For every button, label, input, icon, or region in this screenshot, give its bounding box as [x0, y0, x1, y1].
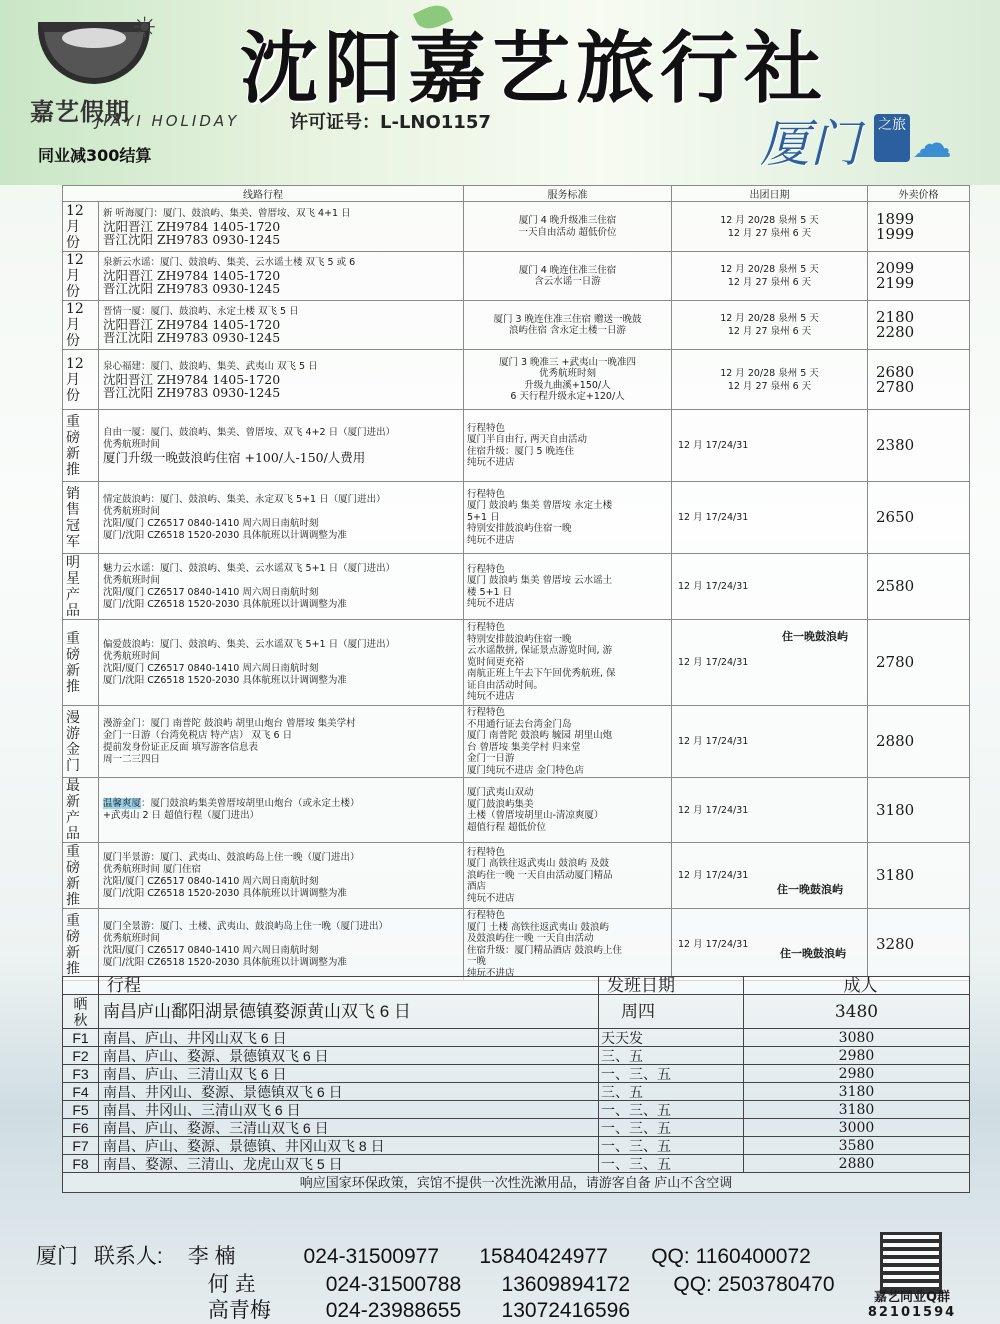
logo-cn: 嘉艺假期	[30, 98, 130, 126]
routes-table	[62, 185, 970, 981]
itinerary-price: 2980	[744, 1047, 970, 1065]
route-price: 2650	[868, 482, 970, 554]
route-price: 2380	[868, 410, 970, 482]
header-itinerary: 行程	[99, 977, 599, 995]
route-service: 行程特色 不用通行证去台湾金门岛 厦门 南普陀 鼓浪屿 毓园 胡里山炮 台 曾厝垵 集美学村 归来堂 金门一日游 厦门纯玩不进店 金门特色店	[464, 706, 672, 778]
itinerary-row	[63, 1083, 970, 1101]
route-service: 行程特色 特别安排鼓浪屿住宿一晚 云水谣散拼, 保证景点游览时间, 游 览时间更充裕 南航正班上午去下午回优秀航班, 保 证自由活动时间。 纯玩不进店	[464, 620, 672, 706]
itinerary-days: 一、三、五	[599, 1155, 744, 1173]
route-desc: 偏爱鼓浪屿：厦门、鼓浪屿、集美、云水谣双飞 5+1 日（厦门进出） 优秀航班时间 沈阳/厦门 CZ6517 0840-1410 周六周日南航时刻 厦门/沈阳 CZ6518 1520-2030 具体航班以计调调整为准	[103, 638, 396, 686]
route-row	[63, 778, 970, 843]
header-dates: 出团日期	[672, 186, 868, 202]
route-flights: 厦门升级一晚鼓浪屿住宿 +100/人-150/人费用	[103, 450, 366, 465]
route-desc: 泉心福建：厦门、鼓浪屿、集美、武夷山 双飞 5 日	[103, 360, 318, 372]
route-desc: 泉新云水谣：厦门、鼓浪屿、集美、云水谣土楼 双飞 5 或 6	[103, 257, 356, 268]
itinerary-price: 2880	[744, 1155, 970, 1173]
route-dates: 12 月 17/24/31	[678, 581, 749, 592]
route-flights: 沈阳晋江 ZH9784 1405-1720 晋江沈阳 ZH9783 0930-1245	[103, 317, 281, 345]
contact-city: 厦门	[36, 1245, 78, 1268]
route-category: 重 磅 新 推	[63, 410, 99, 482]
discount-note: 同业减300结算	[38, 146, 152, 165]
qr-group-name: 嘉艺同业Q群	[873, 1290, 951, 1305]
itinerary-row	[63, 1029, 970, 1047]
itinerary-days: 三、五	[599, 1047, 744, 1065]
header-price: 外卖价格	[868, 186, 970, 202]
itinerary-code: F1	[63, 1029, 99, 1047]
contact-qq-label: QQ:	[673, 1273, 712, 1296]
route-desc: 新 听海厦门：厦门、鼓浪屿、集美、曾厝垵、双飞 4+1 日	[103, 207, 351, 219]
itinerary-days: 一、三、五	[599, 1101, 744, 1119]
contact-phone2: 13609894172	[501, 1273, 631, 1296]
itinerary-row	[63, 1047, 970, 1065]
route-cell	[99, 909, 464, 981]
route-dates-cell	[672, 202, 868, 252]
license-number: 许可证号：L-LNO1157	[290, 112, 491, 133]
route-cell	[99, 706, 464, 778]
route-note: 住一晚鼓浪屿	[777, 883, 843, 896]
contact-qq-label: QQ:	[651, 1245, 690, 1268]
qr-label	[862, 1290, 962, 1320]
contact-phone1: 024-31500788	[325, 1273, 462, 1296]
route-row	[63, 202, 970, 252]
route-cell	[99, 350, 464, 410]
route-row	[63, 843, 970, 909]
route-dates: 12 月 17/24/31	[678, 736, 749, 747]
route-price: 3280	[868, 909, 970, 981]
route-category: 重 磅 新 推	[63, 620, 99, 706]
route-service: 厦门武夷山双动 厦门鼓浪屿集美 土楼（曾厝垵胡里山-清凉爽厦） 超值行程 超低价位	[464, 778, 672, 843]
itinerary-route: 南昌、庐山、三清山双飞 6 日	[99, 1065, 599, 1083]
route-cell	[99, 482, 464, 554]
itinerary-price: 3580	[744, 1137, 970, 1155]
route-row	[63, 301, 970, 350]
route-category: 12 月 份	[63, 252, 99, 301]
destination-title: 厦门	[760, 115, 860, 173]
route-price: 2180 2280	[868, 301, 970, 350]
logo-en: JIAYI HOLIDAY	[96, 112, 240, 130]
route-category: 销 售 冠 军	[63, 482, 99, 554]
header-departure: 发班日期	[599, 977, 744, 995]
itinerary-days: 一、三、五	[599, 1119, 744, 1137]
route-dates: 12 月 17/24/31	[678, 804, 749, 816]
qr-code-icon	[880, 1232, 942, 1294]
route-service: 厦门 4 晚连住准三住宿 含云水谣一日游	[464, 252, 672, 301]
route-dates-cell	[672, 778, 868, 843]
cloud-icon: ☁	[912, 121, 952, 167]
itinerary-days: 一、三、五	[599, 1065, 744, 1083]
route-dates: 12 月 20/28 泉州 5 天 12 月 27 泉州 6 天	[720, 313, 819, 337]
itinerary-route: 南昌、庐山、井冈山双飞 6 日	[99, 1029, 599, 1047]
contact-phone2: 15840424977	[479, 1245, 608, 1268]
route-desc: 情定鼓浪屿：厦门、鼓浪屿、集美、永定双飞 5+1 日（厦门进出） 优秀航班时间 沈阳/厦门 CZ6517 0840-1410 周六周日南航时刻 厦门/沈阳 CZ6518 1520-2030 具体航班以计调调整为准	[103, 493, 386, 541]
route-service: 厦门 3 晚准三 +武夷山一晚准四 优秀航班时刻 升级九曲溪+150/人 6 天行程升级永定+120/人	[464, 350, 672, 410]
route-cell	[99, 554, 464, 620]
route-service: 厦门 4 晚升级准三住宿 一天自由活动 超低价位	[464, 202, 672, 252]
contact-name: 李 楠	[187, 1245, 236, 1268]
itinerary-code: F8	[63, 1155, 99, 1173]
route-service: 行程特色 厦门 鼓浪屿 集美 曾厝垵 云水谣土 楼 5+1 日 纯玩不进店	[464, 554, 672, 620]
route-row	[63, 620, 970, 706]
agency-title: 沈阳嘉艺旅行社	[240, 24, 829, 114]
qr-group-number: 82101594	[867, 1305, 957, 1320]
itinerary-code: F6	[63, 1119, 99, 1137]
policy-row	[63, 1173, 970, 1193]
route-flights: 沈阳晋江 ZH9784 1405-1720 晋江沈阳 ZH9783 0930-1245	[103, 371, 281, 400]
route-row	[63, 252, 970, 301]
route-row	[63, 706, 970, 778]
itinerary-code: F3	[63, 1065, 99, 1083]
contact-qq: 1160400072	[695, 1245, 811, 1268]
route-cell	[99, 301, 464, 350]
jiangxi-table	[62, 976, 970, 1193]
contact-name: 何 垚	[207, 1273, 256, 1296]
route-category: 12 月 份	[63, 350, 99, 410]
route-category: 12 月 份	[63, 301, 99, 350]
contact-row-1	[36, 1240, 811, 1270]
itinerary-row	[63, 1065, 970, 1083]
route-cell	[99, 843, 464, 909]
itinerary-code: F5	[63, 1101, 99, 1119]
itinerary-route: 南昌、井冈山、婺源、景德镇双飞 6 日	[99, 1083, 599, 1101]
jiangxi-header-row	[63, 977, 970, 995]
route-desc: 魅力云水谣：厦门、鼓浪屿、集美、云水谣双飞 5+1 日（厦门进出） 优秀航班时间 沈阳/厦门 CZ6517 0840-1410 周六周日南航时刻 厦门/沈阳 CZ6518 1520-2030 具体航班以计调调整为准	[103, 562, 396, 610]
itinerary-price: 3180	[744, 1101, 970, 1119]
route-price: 3180	[868, 778, 970, 843]
route-dates: 12 月 20/28 泉州 5 天 12 月 27 泉州 6 天	[720, 214, 819, 239]
route-desc: ：厦门鼓浪屿集美曾厝垵胡里山炮台（或永定土楼） +武夷山 2 日 超值行程（厦门进出）	[103, 798, 360, 821]
route-row	[63, 350, 970, 410]
itinerary-row	[63, 1155, 970, 1173]
route-service: 行程特色 厦门 鼓浪屿 集美 曾厝垵 永定土楼 5+1 日 特别安排鼓浪屿住宿一晚 纯玩不进店	[464, 482, 672, 554]
route-service: 行程特色 厦门 高铁往返武夷山 鼓浪屿 及鼓 浪屿住一晚 一天自由活动厦门精品 酒店 纯玩不进店	[464, 843, 672, 909]
route-desc: 厦门全景游：厦门、土楼、武夷山、鼓浪屿岛上住一晚（厦门进出） 优秀航班时间 沈阳/厦门 CZ6517 0840-1410 周六周日南航时刻 厦门/沈阳 CZ6518 1520-2030 具体航班以计调调整为准	[103, 920, 389, 968]
route-cell	[99, 620, 464, 706]
route-price: 2099 2199	[868, 252, 970, 301]
destination-suffix: 之旅	[874, 114, 910, 162]
route-service: 厦门 3 晚连住准三住宿 赠送一晚鼓 浪屿住宿 含永定土楼一日游	[464, 301, 672, 350]
route-cell	[99, 778, 464, 843]
header-blank	[63, 977, 99, 995]
route-desc: 自由一厦：厦门、鼓浪屿、集美、曾厝垵、双飞 4+2 日（厦门进出） 优秀航班时间	[103, 427, 396, 450]
policy-note: 响应国家环保政策，宾馆不提供一次性洗漱用品，请游客自备 庐山不含空调	[63, 1173, 970, 1193]
route-dates: 12 月 20/28 泉州 5 天 12 月 27 泉州 6 天	[720, 367, 819, 392]
route-dates-cell	[672, 909, 868, 981]
contact-phone1: 024-31500977	[303, 1245, 439, 1268]
featured-price: 3480	[744, 995, 970, 1029]
itinerary-days: 一、三、五	[599, 1137, 744, 1155]
route-category: 明 星 产 品	[63, 554, 99, 620]
route-price: 2880	[868, 706, 970, 778]
itinerary-route: 南昌、井冈山、三清山双飞 6 日	[99, 1101, 599, 1119]
route-dates: 12 月 17/24/31	[678, 870, 749, 881]
header-adult: 成人	[744, 977, 970, 995]
route-price: 2780	[868, 620, 970, 706]
route-service: 行程特色 厦门半自由行, 两天自由活动 住宿升级：厦门 5 晚连住 纯玩不进店	[464, 410, 672, 482]
route-cell	[99, 202, 464, 252]
route-dates: 12 月 17/24/31	[678, 512, 749, 523]
route-cell	[99, 252, 464, 301]
itinerary-code: F2	[63, 1047, 99, 1065]
itinerary-route: 南昌、庐山、婺源、三清山双飞 6 日	[99, 1119, 599, 1137]
contact-qq: 2503780470	[717, 1273, 835, 1296]
route-dates-cell	[672, 252, 868, 301]
featured-days: 周四	[599, 995, 744, 1029]
route-dates-cell	[672, 410, 868, 482]
route-price: 2580	[868, 554, 970, 620]
route-dates-cell	[672, 482, 868, 554]
route-dates: 12 月 17/24/31	[678, 939, 749, 950]
route-row	[63, 482, 970, 554]
route-dates-cell	[672, 301, 868, 350]
route-price: 2680 2780	[868, 350, 970, 410]
route-dates-cell	[672, 706, 868, 778]
contact-name: 高青梅	[207, 1299, 271, 1322]
route-row	[63, 410, 970, 482]
itinerary-row	[63, 1119, 970, 1137]
route-dates: 12 月 17/24/31	[678, 440, 749, 451]
itinerary-price: 2980	[744, 1065, 970, 1083]
route-service: 行程特色 厦门 土楼 高铁往返武夷山 鼓浪屿 及鼓浪屿住一晚 一天自由活动 住宿升级：厦门精品酒店 鼓浪屿上住 一晚 纯玩不进店	[464, 909, 672, 981]
itinerary-days: 三、五	[599, 1083, 744, 1101]
header-route: 线路行程	[63, 186, 464, 202]
featured-code: 晒 秋	[63, 995, 99, 1029]
route-flights: 沈阳晋江 ZH9784 1405-1720 晋江沈阳 ZH9783 0930-1245	[103, 218, 281, 247]
contact-phone2: 13072416596	[501, 1299, 631, 1322]
route-dates-cell	[672, 843, 868, 909]
route-dates-cell	[672, 620, 868, 706]
route-dates-cell	[672, 350, 868, 410]
contact-phone1: 024-23988655	[325, 1299, 462, 1322]
itinerary-route: 南昌、庐山、婺源、景德镇、井冈山双飞 8 日	[99, 1137, 599, 1155]
route-category: 最 新 产 品	[63, 778, 99, 843]
route-row	[63, 554, 970, 620]
itinerary-price: 3000	[744, 1119, 970, 1137]
featured-row	[63, 995, 970, 1029]
itinerary-route: 南昌、婺源、三清山、龙虎山双飞 5 日	[99, 1155, 599, 1173]
featured-route: 南昌庐山鄱阳湖景德镇婺源黄山双飞 6 日	[99, 995, 599, 1029]
route-highlight: 温馨爽厦	[103, 798, 142, 809]
contact-label: 联系人:	[93, 1245, 163, 1268]
route-note: 住一晚鼓浪屿	[780, 947, 846, 960]
routes-header-row	[63, 186, 970, 202]
route-desc: 厦门半景游：厦门、武夷山、鼓浪屿岛上住一晚（厦门进出） 优秀航班时间 厦门住宿 沈阳/厦门 CZ6517 0840-1410 周六周日南航时刻 厦门/沈阳 CZ6518 1520-2030 具体航班以计调调整为准	[103, 851, 360, 899]
itinerary-route: 南昌、庐山、婺源、景德镇双飞 6 日	[99, 1047, 599, 1065]
route-note: 住一晚鼓浪屿	[782, 630, 848, 643]
itinerary-price: 3080	[744, 1029, 970, 1047]
itinerary-days: 天天发	[599, 1029, 744, 1047]
route-row	[63, 909, 970, 981]
contact-row-3	[36, 1294, 668, 1324]
route-category: 重 磅 新 推	[63, 843, 99, 909]
route-desc: 晋情一厦：厦门、鼓浪屿、永定土楼 双飞 5 日	[103, 306, 299, 317]
itinerary-code: F4	[63, 1083, 99, 1101]
route-category: 12 月 份	[63, 202, 99, 252]
itinerary-row	[63, 1137, 970, 1155]
route-dates-cell	[672, 554, 868, 620]
route-price: 3180	[868, 843, 970, 909]
route-cell	[99, 410, 464, 482]
route-dates: 12 月 20/28 泉州 5 天 12 月 27 泉州 6 天	[720, 264, 819, 288]
route-flights: 沈阳晋江 ZH9784 1405-1720 晋江沈阳 ZH9783 0930-1245	[103, 268, 281, 296]
itinerary-code: F7	[63, 1137, 99, 1155]
sun-icon: ☀	[132, 11, 158, 44]
route-category: 漫 游 金 门	[63, 706, 99, 778]
header-service: 服务标准	[464, 186, 672, 202]
itinerary-row	[63, 1101, 970, 1119]
route-category: 重 磅 新 推	[63, 909, 99, 981]
header-banner	[0, 0, 1000, 185]
route-dates: 12 月 17/24/31	[678, 657, 749, 668]
itinerary-price: 3180	[744, 1083, 970, 1101]
route-price: 1899 1999	[868, 202, 970, 252]
route-desc: 漫游金门：厦门 南普陀 鼓浪屿 胡里山炮台 曾厝垵 集美学村 金门一日游（台湾免税店 特产店） 双飞 6 日 提前发身份证正反面 填写游客信息表 周一二三四日	[103, 717, 356, 765]
